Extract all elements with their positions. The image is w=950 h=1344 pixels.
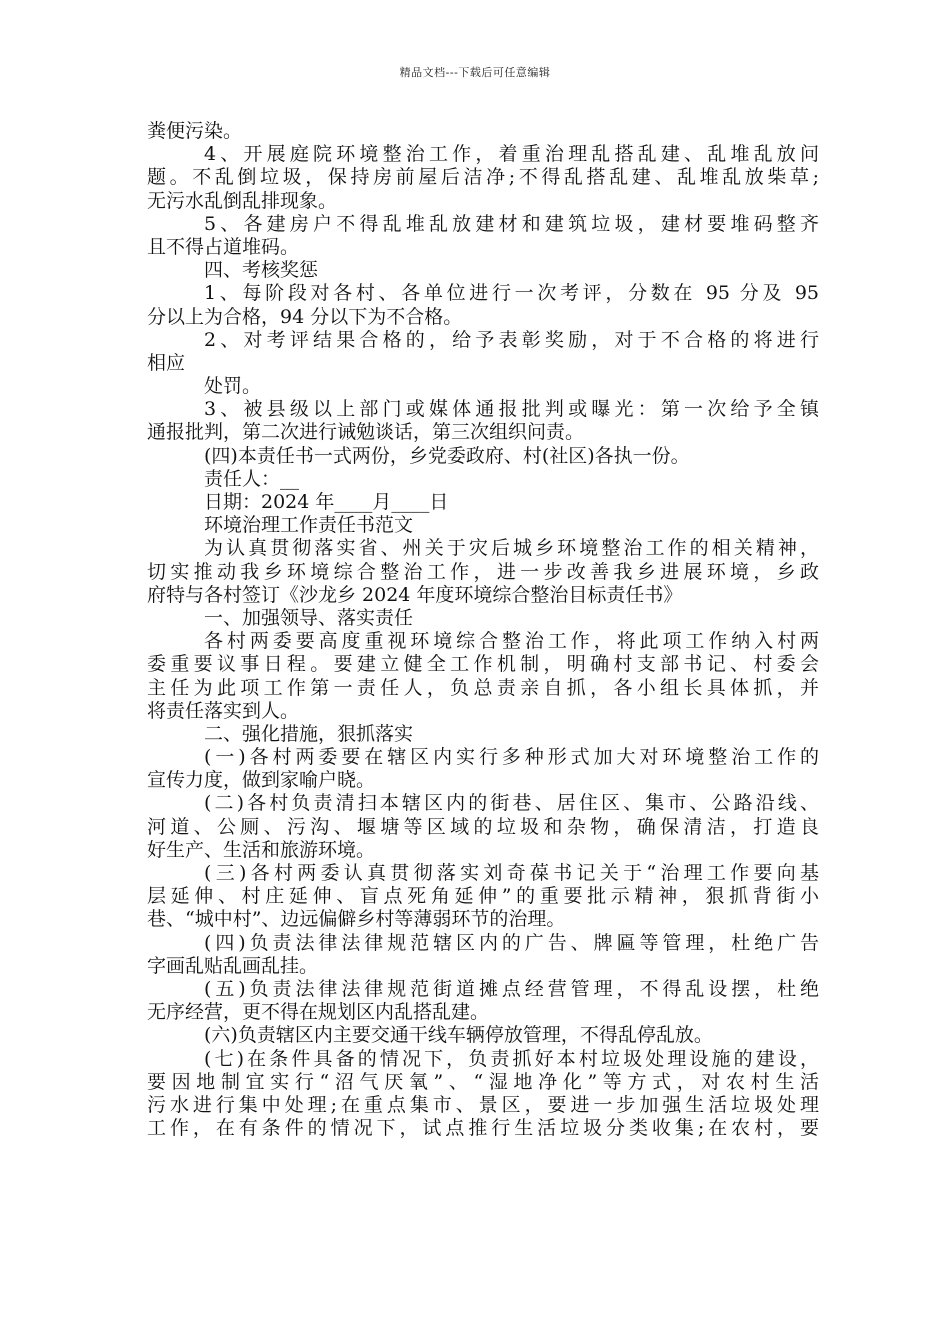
text-line: 委重要议事日程。要建立健全工作机制，明确村支部书记、村委会 [147, 653, 819, 676]
text-line: 日期：2024 年____月____日 [204, 491, 449, 513]
text-line: 5、各建房户不得乱堆乱放建材和建筑垃圾，建材要堆码整齐 [204, 212, 819, 235]
text-line: 无序经营，更不得在规划区内乱搭乱建。 [147, 1001, 490, 1024]
page-header-watermark: 精品文档---下载后可任意编辑 [399, 66, 551, 79]
text-line: 工作，在有条件的情况下，试点推行生活垃圾分类收集;在农村，要 [147, 1117, 819, 1140]
document-body [147, 120, 819, 1140]
text-line: 字画乱贴乱画乱挂。 [147, 954, 319, 977]
text-line: (五)负责法律法律规范街道摊点经营管理，不得乱设摆，杜绝 [204, 977, 819, 1000]
text-line: 一、加强领导、落实责任 [204, 606, 414, 629]
text-line: 1、每阶段对各村、各单位进行一次考评，分数在 95 分及 95 [204, 282, 819, 305]
text-line: (三)各村两委认真贯彻落实刘奇葆书记关于“治理工作要向基 [204, 862, 819, 884]
text-line: 且不得占道堆码。 [147, 235, 300, 258]
text-line: 责任人：__ [204, 467, 300, 490]
text-line: (七)在条件具备的情况下，负责抓好本村垃圾处理设施的建设， [204, 1047, 819, 1070]
text-line: 二、强化措施，狠抓落实 [204, 722, 414, 745]
text-line: 各村两委要高度重视环境综合整治工作，将此项工作纳入村两 [204, 630, 819, 653]
text-line: 层延伸、村庄延伸、盲点死角延伸”的重要批示精神，狠抓背街小 [147, 885, 819, 908]
text-line: 2、对考评结果合格的，给予表彰奖励，对于不合格的将进行 [204, 328, 819, 351]
text-line: 好生产、生活和旅游环境。 [147, 838, 376, 861]
text-line: 府特与各村签订《沙龙乡 2024 年度环境综合整治目标责任书》 [147, 583, 683, 606]
text-line: 河道、公厕、污沟、堰塘等区域的垃圾和杂物，确保清洁，打造良 [147, 815, 819, 838]
text-line: 题。不乱倒垃圾，保持房前屋后洁净;不得乱搭乱建、乱堆乱放柴草; [147, 166, 819, 189]
text-line: (四)负责法律法律规范辖区内的广告、牌匾等管理，杜绝广告 [204, 931, 819, 954]
text-line: 3、被县级以上部门或媒体通报批判或曝光：第一次给予全镇 [204, 398, 819, 421]
text-line: 4、开展庭院环境整治工作，着重治理乱搭乱建、乱堆乱放问 [204, 143, 819, 166]
text-line: 巷、“城中村”、边远偏僻乡村等薄弱环节的治理。 [147, 908, 566, 931]
text-line: 处罚。 [204, 375, 262, 398]
text-line: 粪便污染。 [147, 120, 243, 142]
text-line: 切实推动我乡环境综合整治工作，进一步改善我乡进展环境，乡政 [147, 560, 819, 583]
text-line: 相应 [147, 351, 186, 374]
text-line: 污水进行集中处理;在重点集市、景区，要进一步加强生活垃圾处理 [147, 1093, 819, 1116]
text-line: 分以上为合格，94 分以下为不合格。 [147, 305, 463, 328]
text-line: (六)负责辖区内主要交通干线车辆停放管理，不得乱停乱放。 [204, 1024, 713, 1047]
text-line: 主任为此项工作第一责任人，负总责亲自抓，各小组长具体抓，并 [147, 676, 819, 699]
text-line: 无污水乱倒乱排现象。 [147, 189, 338, 212]
text-line: 宣传力度，做到家喻户晓。 [147, 769, 376, 792]
text-line: (二)各村负责清扫本辖区内的街巷、居住区、集市、公路沿线、 [204, 792, 819, 815]
text-line: 要因地制宜实行“沼气厌氧”、“湿地净化”等方式，对农村生活 [147, 1070, 819, 1093]
text-line: 为认真贯彻落实省、州关于灾后城乡环境整治工作的相关精神， [204, 537, 819, 560]
text-line: (一)各村两委要在辖区内实行多种形式加大对环境整治工作的 [204, 746, 819, 769]
text-line: 四、考核奖惩 [204, 259, 319, 282]
text-line: 将责任落实到人。 [147, 699, 300, 722]
text-line: (四)本责任书一式两份，乡党委政府、村(社区)各执一份。 [204, 444, 690, 467]
text-line: 环境治理工作责任书范文 [204, 514, 414, 537]
text-line: 通报批判，第二次进行诫勉谈话，第三次组织问责。 [147, 421, 585, 444]
